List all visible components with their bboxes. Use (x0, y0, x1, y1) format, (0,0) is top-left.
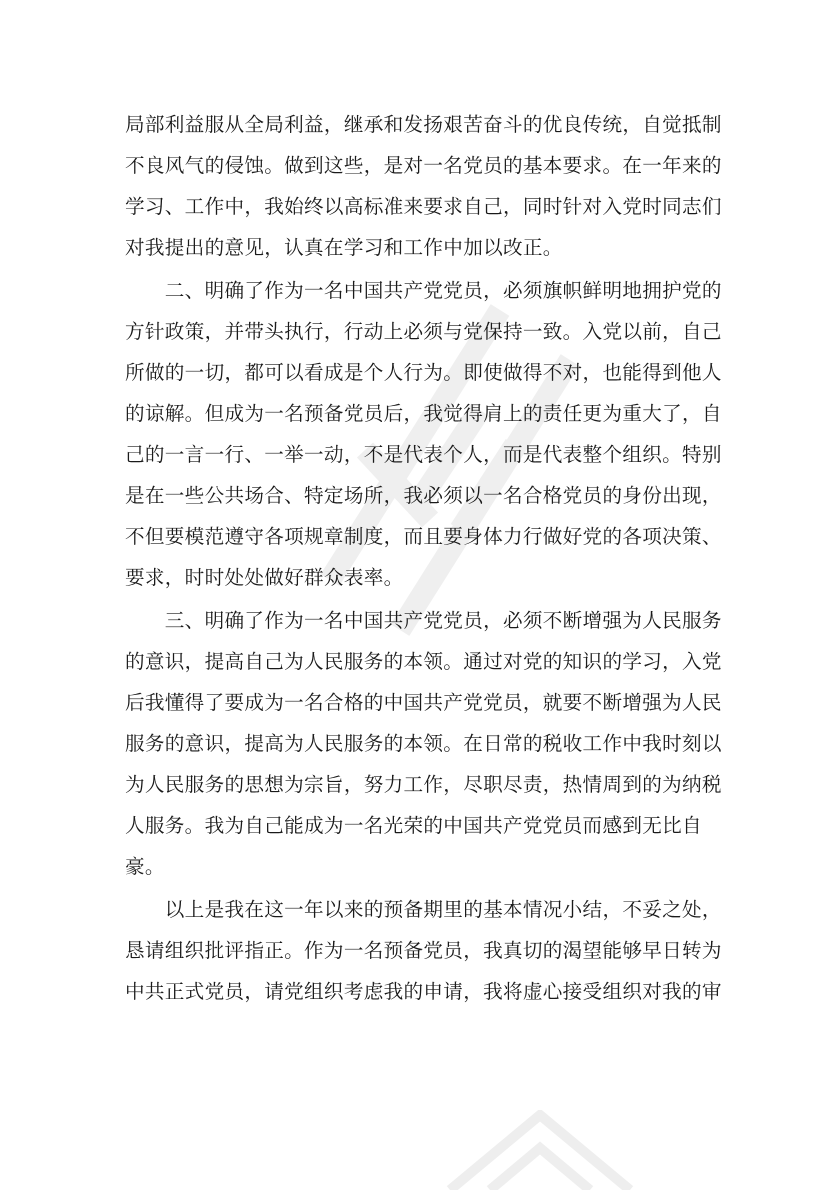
text-line: 三、明确了作为一名中国共产党党员，必须不断增强为人民服务 (125, 609, 722, 632)
paragraph (125, 889, 725, 1012)
text-line: 后我懂得了要成为一名合格的中国共产党党员，就要不断增强为人民 (125, 691, 722, 714)
text-line: 要求，时时处处做好群众表率。 (125, 566, 404, 589)
paragraph (125, 270, 725, 598)
text-line: 不良风气的侵蚀。做到这些，是对一名党员的基本要求。在一年来的 (125, 154, 722, 177)
text-line: 恳请组织批评指正。作为一名预备党员，我真切的渴望能够早日转为 (125, 939, 722, 962)
text-line: 方针政策，并带头执行，行动上必须与党保持一致。入党以前，自己 (125, 320, 722, 343)
text-line: 人服务。我为自己能成为一名光荣的中国共产党党员而感到无比自 (125, 814, 702, 837)
text-line: 服务的意识，提高为人民服务的本领。在日常的税收工作中我时刻以 (125, 732, 722, 755)
text-line: 为人民服务的思想为宗旨，努力工作，尽职尽责，热情周到的为纳税 (125, 773, 722, 796)
text-line: 不但要模范遵守各项规章制度，而且要身体力行做好党的各项决策、 (125, 525, 722, 548)
text-line: 己的一言一行、一举一动，不是代表个人，而是代表整个组织。特别 (125, 443, 722, 466)
paragraph (125, 104, 725, 268)
text-line: 所做的一切，都可以看成是个人行为。即使做得不对，也能得到他人 (125, 361, 722, 384)
diamond-logo-watermark-icon (390, 1110, 690, 1190)
text-line: 的谅解。但成为一名预备党员后，我觉得肩上的责任更为重大了，自 (125, 402, 722, 425)
text-line: 中共正式党员，请党组织考虑我的申请，我将虚心接受组织对我的审 (125, 980, 722, 1003)
text-line: 是在一些公共场合、特定场所，我必须以一名合格党员的身份出现， (125, 484, 722, 507)
text-line: 以上是我在这一年以来的预备期里的基本情况小结，不妥之处， (125, 898, 722, 921)
paragraph (125, 600, 725, 887)
text-line: 二、明确了作为一名中国共产党党员，必须旗帜鲜明地拥护党的 (125, 279, 722, 302)
text-line: 的意识，提高自己为人民服务的本领。通过对党的知识的学习，入党 (125, 650, 722, 673)
text-line: 对我提出的意见，认真在学习和工作中加以改正。 (125, 236, 563, 259)
text-line: 学习、工作中，我始终以高标准来要求自己，同时针对入党时同志们 (125, 195, 722, 218)
text-line: 豪。 (125, 855, 165, 878)
text-line: 局部利益服从全局利益，继承和发扬艰苦奋斗的优良传统，自觉抵制 (125, 113, 722, 136)
document-body (125, 104, 725, 1012)
